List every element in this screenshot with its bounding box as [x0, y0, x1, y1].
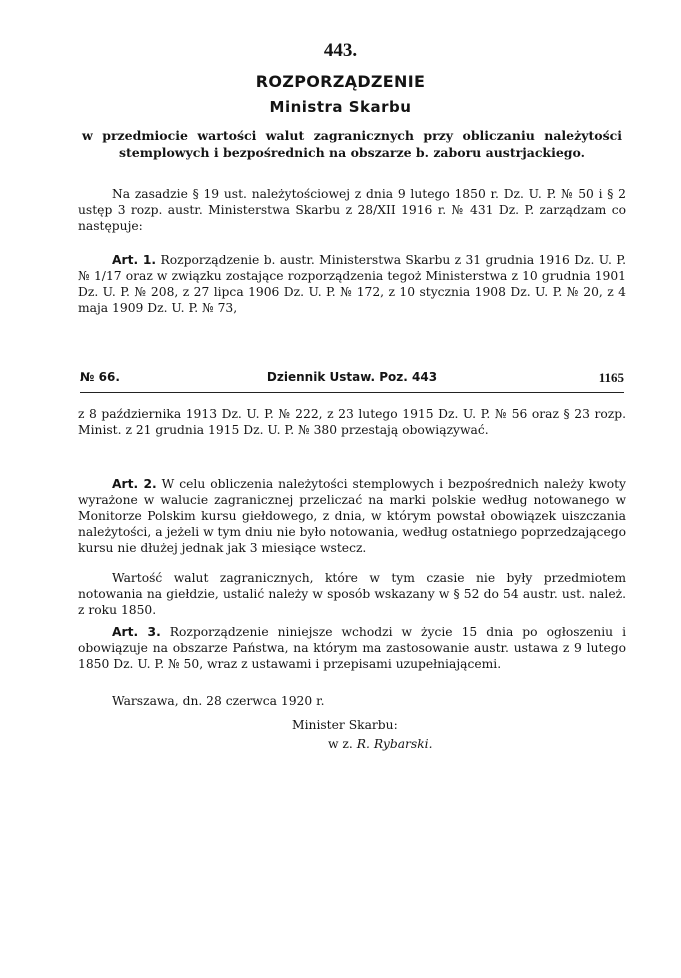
document-title: ROZPORZĄDZENIE: [255, 72, 426, 91]
article-2-paragraph: [78, 476, 626, 556]
preamble-paragraph: Na zasadzie § 19 ust. należytościowej z dnia 9 lutego 1850 r. Dz. U. P. № 50 i § 2 ustęp 3 rozp. austr. Ministerstwa Skarbu z 28/XII 1916 r. № 431 Dz. P. zarządzam co następuje:: [78, 187, 626, 233]
article-1-label: Art. 1.: [112, 253, 157, 267]
issue-number: № 66.: [80, 370, 120, 384]
article-3-paragraph: [78, 624, 626, 672]
article-3-text: Rozporządzenie niniejsze wchodzi w życie 15 dnia po ogłoszeniu i obowiązuje na obszarze Państwa, na którym ma zastosowanie austr. ustawa z 9 lutego 1850 Dz. U. P. № 50, wraz z ustawami i przepisami uzupełniającemi.: [78, 625, 627, 671]
article-1-paragraph: [78, 252, 626, 316]
header-rule: [80, 392, 624, 393]
page-number: 1165: [598, 370, 624, 385]
signatory-name: R. Rybarski.: [356, 737, 433, 751]
article-3-label: Art. 3.: [112, 625, 161, 639]
article-2-paragraph-2: Wartość walut zagranicznych, które w tym czasie nie były przedmiotem notowania na giełdzie, ustalić należy w sposób wskazany w § 52 do 54 austr. ust. należ. z roku 1850.: [78, 571, 626, 617]
position-number: 443.: [323, 40, 358, 61]
journal-title: Dziennik Ustaw. Poz. 443: [266, 370, 438, 384]
article-2-text: W celu obliczenia należytości stemplowych i bezpośrednich należy kwoty wyrażone w walucie zagranicznej przeliczać na marki polskie według notowanego w Monitorze Polskim kursu giełdowego, z dnia, w którym powstał obowiązek uiszczania należytości, a jeżeli w tym dniu nie było notowania, według ostatniego poprzedzającego kursu nie dłużej jednak jak 3 miesiące wstecz.: [78, 477, 627, 555]
running-header: [80, 370, 624, 390]
signatory-title: Minister Skarbu:: [292, 718, 398, 732]
signatory-prefix: w z.: [328, 737, 353, 751]
document-subject: w przedmiocie wartości walut zagranicznych przy obliczaniu należytości stemplowych i bezpośrednich na obszarze b. zaboru austrjackiego.: [82, 128, 622, 160]
article-1-continuation: z 8 października 1913 Dz. U. P. № 222, z 23 lutego 1915 Dz. U. P. № 56 oraz § 23 rozp. Minist. z 21 grudnia 1915 Dz. U. P. № 380 przestają obowiązywać.: [78, 407, 626, 437]
signature-block: [328, 737, 433, 751]
article-1-text: Rozporządzenie b. austr. Ministerstwa Skarbu z 31 grudnia 1916 Dz. U. P. № 1/17 oraz w związku zostające rozporządzenia tegoż Ministerstwa z 10 grudnia 1901 Dz. U. P. № 208, z 27 lipca 1906 Dz. U. P. № 172, z 10 stycznia 1908 Dz. U. P. № 20, z 4 maja 1909 Dz. U. P. № 73,: [78, 253, 627, 315]
document-subtitle: Ministra Skarbu: [269, 98, 412, 116]
article-2-label: Art. 2.: [112, 477, 157, 491]
place-and-date: Warszawa, dn. 28 czerwca 1920 r.: [112, 694, 325, 708]
